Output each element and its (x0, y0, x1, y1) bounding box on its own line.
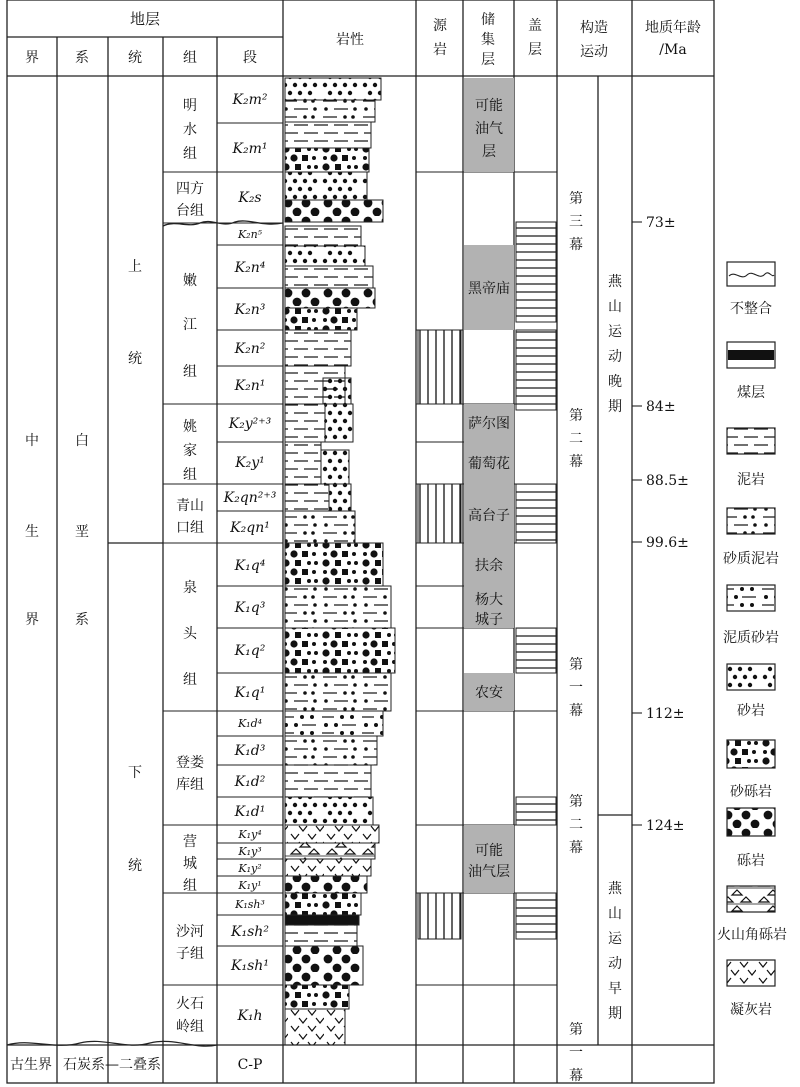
legend-item-sandy-mudstone (723, 508, 779, 567)
svg-text:幕: 幕 (569, 840, 583, 856)
svg-text:砂砾岩: 砂砾岩 (730, 784, 772, 800)
age-label: 84± (646, 399, 676, 415)
member-code: K₁q³ (234, 600, 266, 616)
svg-text:砂质泥岩: 砂质泥岩 (723, 551, 779, 567)
member-code: K₁y² (238, 862, 262, 875)
member-code: K₂n² (234, 341, 266, 357)
legend-item-volcanic-breccia (717, 886, 787, 943)
svg-text:江: 江 (183, 317, 197, 333)
svg-text:姚: 姚 (183, 419, 197, 435)
svg-text:幕: 幕 (569, 454, 583, 470)
svg-text:嫩: 嫩 (183, 273, 197, 289)
member-code: K₁sh² (231, 924, 269, 940)
member-code: K₂n⁵ (237, 228, 263, 241)
header-series: 统 (128, 50, 142, 66)
svg-text:青山: 青山 (176, 498, 204, 514)
member-column (223, 92, 277, 1073)
svg-text:葡萄花: 葡萄花 (468, 456, 510, 472)
reservoir-column (464, 78, 514, 893)
age-label: 124± (646, 818, 685, 834)
member-code: K₂y²⁺³ (228, 416, 272, 432)
svg-text:不整合: 不整合 (730, 301, 772, 317)
svg-text:农安: 农安 (475, 685, 503, 701)
svg-text:泉: 泉 (183, 580, 197, 596)
member-code: K₁sh¹ (231, 958, 269, 974)
legend-item-sandstone (727, 664, 775, 719)
header-lithology: 岩性 (336, 32, 364, 48)
svg-text:上: 上 (128, 259, 142, 275)
member-code: K₁y³ (238, 845, 262, 858)
svg-text:一: 一 (569, 1045, 583, 1061)
header-source: 源 (433, 18, 447, 34)
svg-text:库组: 库组 (176, 777, 204, 793)
header-strata: 地层 (129, 10, 161, 28)
svg-text:油气: 油气 (475, 121, 503, 137)
header-age: 地质年龄 (645, 20, 701, 36)
svg-text:生: 生 (25, 524, 39, 540)
svg-text:系: 系 (75, 612, 89, 628)
svg-text:可能: 可能 (475, 843, 503, 859)
svg-text:杨大: 杨大 (475, 592, 503, 608)
header-formation: 组 (183, 50, 197, 66)
svg-text:下: 下 (128, 765, 142, 781)
svg-text:运: 运 (608, 324, 622, 340)
svg-text:第: 第 (569, 191, 583, 207)
svg-text:黑帝庙: 黑帝庙 (468, 281, 510, 297)
member-code: K₂n³ (234, 302, 266, 318)
svg-text:凝灰岩: 凝灰岩 (730, 1002, 772, 1018)
svg-text:火石: 火石 (176, 996, 204, 1012)
tectonic-column (569, 191, 623, 1084)
svg-text:头: 头 (183, 626, 197, 642)
era-column (10, 432, 52, 1073)
svg-text:沙河: 沙河 (176, 924, 204, 940)
svg-text:火山角砾岩: 火山角砾岩 (717, 927, 787, 943)
member-code: K₁q² (234, 643, 266, 659)
member-code: K₂n⁴ (234, 260, 266, 276)
svg-text:组: 组 (183, 146, 197, 162)
header-age: /Ma (659, 42, 687, 58)
member-code: K₁d¹ (234, 804, 266, 820)
age-label: 88.5± (646, 473, 689, 489)
svg-text:泥质砂岩: 泥质砂岩 (723, 630, 779, 646)
age-label: 99.6± (646, 535, 689, 551)
svg-text:垩: 垩 (75, 524, 89, 540)
svg-text:营: 营 (183, 834, 197, 850)
age-label: 73± (646, 215, 676, 231)
svg-text:幕: 幕 (569, 1068, 583, 1084)
svg-text:高台子: 高台子 (468, 508, 510, 524)
member-code: K₂m¹ (232, 141, 268, 157)
svg-text:三: 三 (569, 214, 583, 230)
system-column (63, 433, 161, 1073)
svg-text:子组: 子组 (176, 946, 204, 962)
svg-text:组: 组 (183, 467, 197, 483)
header-reservoir: 储 (481, 12, 495, 28)
member-code: K₂n¹ (234, 378, 266, 394)
header-reservoir: 集 (481, 32, 495, 48)
svg-text:第: 第 (569, 408, 583, 424)
member-code: K₁q¹ (234, 685, 266, 701)
cap-rock-column (516, 222, 556, 939)
age-column (632, 215, 689, 834)
svg-text:山: 山 (608, 299, 622, 315)
member-code: K₁y⁴ (238, 828, 262, 841)
svg-text:山: 山 (608, 906, 622, 922)
svg-text:幕: 幕 (569, 237, 583, 253)
member-code: K₂qn¹ (230, 520, 270, 536)
header-tectonic: 运动 (580, 44, 608, 60)
svg-text:油气层: 油气层 (468, 864, 510, 880)
svg-text:二: 二 (569, 817, 583, 833)
member-code: K₁y¹ (238, 879, 262, 892)
svg-text:统: 统 (128, 351, 142, 367)
svg-text:四方: 四方 (176, 181, 204, 197)
svg-text:统: 统 (128, 858, 142, 874)
system-carboniferous-permian: 石炭系—二叠系 (63, 1057, 161, 1073)
svg-text:砾岩: 砾岩 (737, 853, 765, 869)
svg-text:中: 中 (25, 433, 39, 449)
header-member: 段 (243, 50, 257, 66)
series-column (128, 259, 142, 874)
member-code: K₁sh³ (235, 898, 265, 911)
svg-text:动: 动 (608, 349, 622, 365)
header-cap: 盖 (528, 18, 542, 34)
svg-text:扶余: 扶余 (475, 558, 503, 574)
svg-text:第: 第 (569, 794, 583, 810)
legend-item-tuff (727, 960, 775, 1018)
svg-text:运: 运 (608, 931, 622, 947)
svg-text:萨尔图: 萨尔图 (468, 416, 510, 432)
svg-text:可能: 可能 (475, 98, 503, 114)
svg-text:期: 期 (608, 1006, 622, 1022)
svg-text:水: 水 (183, 122, 197, 138)
legend (717, 262, 787, 1018)
svg-text:登娄: 登娄 (176, 755, 204, 771)
member-code: C-P (237, 1057, 263, 1073)
member-code: K₁q⁴ (234, 558, 266, 574)
legend-item-conglomerate (727, 808, 775, 869)
svg-text:层: 层 (482, 144, 496, 160)
svg-text:燕: 燕 (608, 274, 622, 290)
svg-text:早: 早 (608, 981, 622, 997)
svg-text:口组: 口组 (176, 520, 204, 536)
formation-column (176, 98, 205, 1035)
header-tectonic: 构造 (580, 20, 608, 36)
legend-item-mudstone (727, 428, 775, 488)
age-label: 112± (646, 706, 685, 722)
svg-text:动: 动 (608, 956, 622, 972)
header-source: 岩 (433, 42, 447, 58)
svg-text:二: 二 (569, 431, 583, 447)
svg-text:幕: 幕 (569, 703, 583, 719)
member-code: K₂qn²⁺³ (223, 490, 277, 506)
svg-text:城子: 城子 (475, 612, 503, 628)
svg-text:界: 界 (25, 612, 39, 628)
svg-text:家: 家 (183, 443, 197, 459)
svg-text:岭组: 岭组 (176, 1019, 204, 1035)
member-code: K₁d³ (234, 743, 266, 759)
svg-text:台组: 台组 (176, 203, 204, 219)
svg-text:一: 一 (569, 680, 583, 696)
svg-text:第: 第 (569, 657, 583, 673)
svg-text:城: 城 (183, 856, 197, 872)
svg-text:组: 组 (183, 364, 197, 380)
era-paleozoic: 古生界 (10, 1057, 52, 1073)
svg-text:晚: 晚 (608, 374, 622, 390)
svg-text:明: 明 (183, 98, 197, 114)
header-reservoir: 层 (481, 52, 495, 68)
member-code: K₂s (238, 190, 262, 206)
legend-item-unconformity (727, 262, 775, 317)
member-code: K₁d⁴ (237, 717, 263, 730)
svg-text:煤层: 煤层 (737, 385, 765, 401)
svg-text:第: 第 (569, 1022, 583, 1038)
header-era: 界 (25, 50, 39, 66)
member-code: K₁d² (234, 774, 266, 790)
legend-item-coal (727, 342, 775, 401)
unconformity-line (163, 221, 283, 226)
member-code: K₂m² (232, 92, 268, 108)
legend-item-muddy-sandstone (723, 585, 779, 646)
svg-text:期: 期 (608, 399, 622, 415)
header-system: 系 (75, 50, 89, 66)
svg-text:白: 白 (75, 433, 89, 449)
svg-text:砂岩: 砂岩 (737, 703, 765, 719)
member-code: K₁h (237, 1008, 263, 1024)
svg-text:燕: 燕 (608, 881, 622, 897)
svg-text:组: 组 (183, 878, 197, 894)
header-cap: 层 (528, 42, 542, 58)
header (25, 10, 701, 68)
member-code: K₂y¹ (235, 455, 265, 471)
lithology-column (285, 78, 395, 1045)
svg-text:组: 组 (183, 672, 197, 688)
legend-item-sandy-conglomerate (727, 740, 775, 800)
svg-text:泥岩: 泥岩 (737, 472, 765, 488)
source-rock-column (418, 330, 461, 939)
